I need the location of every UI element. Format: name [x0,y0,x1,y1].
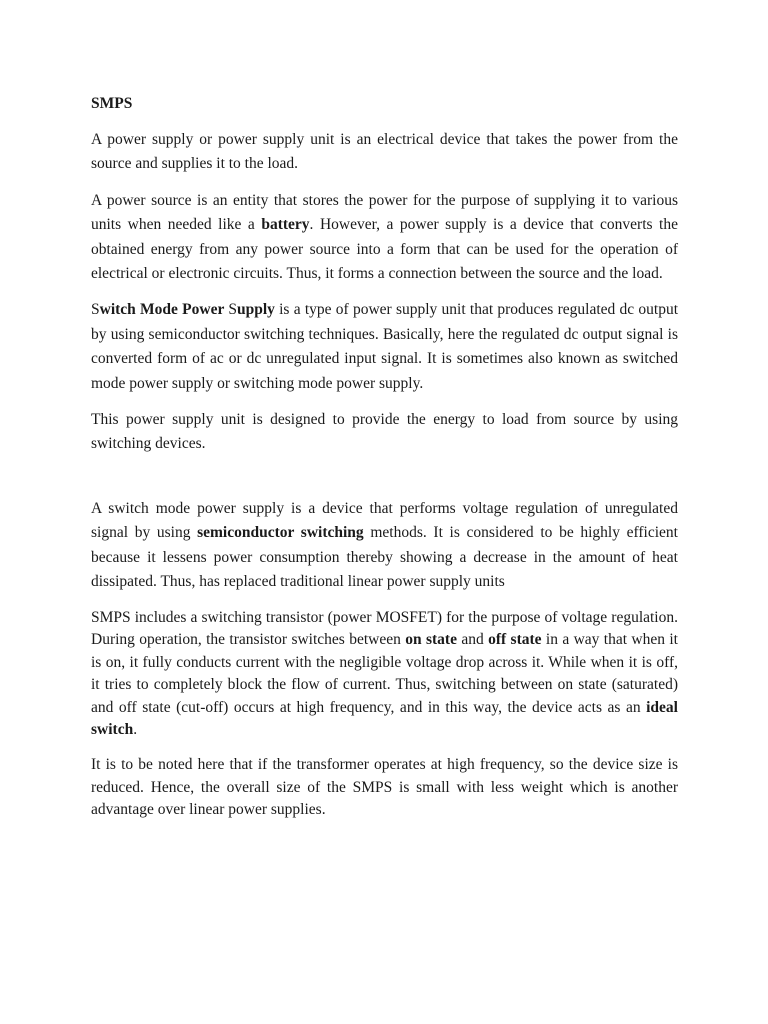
paragraph-text: . [133,721,138,739]
bold-term-off-state: off state [488,631,542,649]
paragraph-power-supply-definition [91,128,678,177]
paragraph-text: A power source is an entity that stores the power for the purpose of supplying it to various units when needed like a [91,191,678,234]
paragraph-text: . However, a power supply is a device that converts the obtained energy from any power source into a form that can be used for the operation of electrical or electronic circuits. Thus, it forms a connection between the source and the load. [91,216,678,283]
bold-term-battery: battery [261,216,310,234]
paragraph-text: S [91,301,100,319]
bold-term-switch-mode-power: witch Mode Power [99,301,229,319]
paragraph-text: is a type of power supply unit that produces regulated dc output by using semiconductor switching techniques. Basically, here the regulated dc output signal is converted form of ac or dc unregulated input signal. It is sometimes also known as switched mode power supply or switching mode power supply. [91,301,679,392]
bold-term-ideal-switch: ideal switch [91,698,678,739]
document-heading: SMPS [91,95,133,112]
document-body [91,94,678,834]
bold-term-supply: upply [236,301,275,319]
paragraph-text: It is to be noted here that if the transformer operates at high frequency, so the device size is reduced. Hence, the overall size of the SMPS is small with less weight which is another advantage over linear power supplies. [91,756,678,819]
paragraph-text: methods. It is considered to be highly efficient because it lessens power consumption thereby showing a decrease in the amount of heat dissipated. Thus, has replaced traditional linear power supply units [91,524,678,591]
paragraph-text: SMPS includes a switching transistor (power MOSFET) for the purpose of voltage regulation. During operation, the transistor switches between [91,608,678,649]
paragraph-text: S [228,301,237,319]
paragraph-transformer-size [91,754,678,822]
paragraph-text: and [456,631,489,649]
paragraph-text: in a way that when it is on, it fully conducts current with the negligible voltage drop across it. While when it is off, it tries to completely block the flow of current. Thus, switching between on state (saturated) and off state (cut-off) occurs at high frequency, and in this way, the device acts as an [91,631,678,716]
paragraph-text: A power supply or power supply unit is an electrical device that takes the power from the source and supplies it to the load. [91,131,678,173]
paragraph-switching-devices [91,408,678,457]
paragraph-switching-transistor [91,607,678,743]
paragraph-power-source [91,189,678,287]
paragraph-text: This power supply unit is designed to provide the energy to load from source by using switching devices. [91,411,678,453]
paragraph-text: A switch mode power supply is a device that performs voltage regulation of unregulated signal by using [91,499,678,542]
paragraph-voltage-regulation [91,497,678,595]
bold-term-on-state: on state [405,631,457,649]
paragraph-smps-definition [91,298,678,396]
bold-term-semiconductor-switching: semiconductor switching [197,524,364,542]
